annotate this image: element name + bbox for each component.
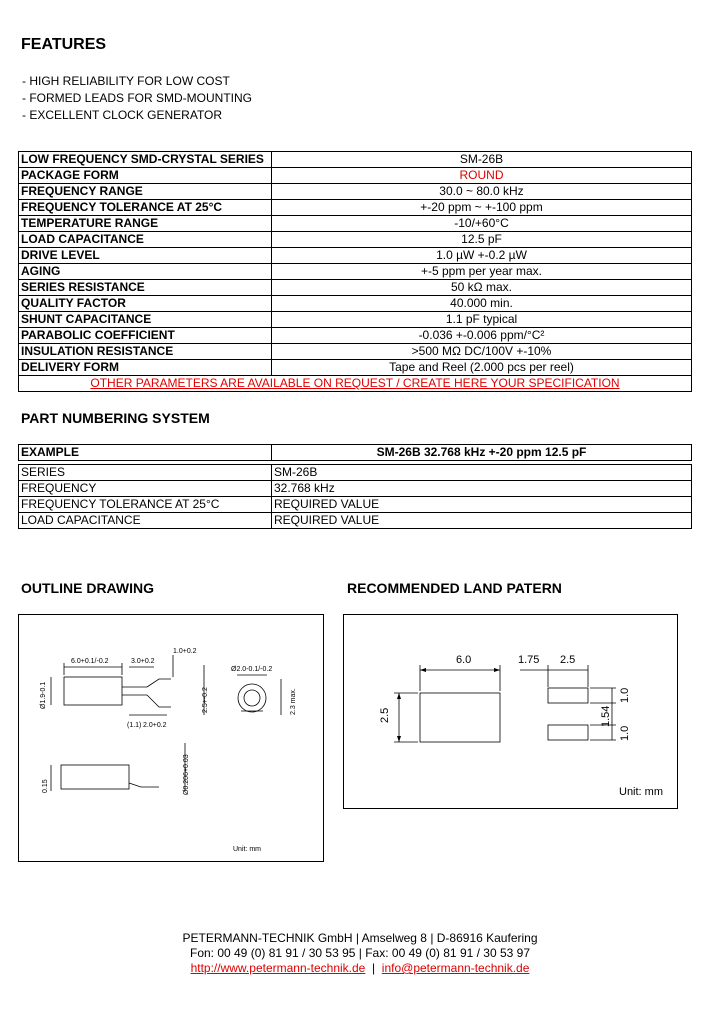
- spec-value[interactable]: ROUND: [272, 168, 692, 184]
- table-row: [19, 312, 692, 328]
- table-row: [19, 264, 692, 280]
- land-pattern-title: RECOMMENDED LAND PATERN: [347, 580, 562, 596]
- footer-separator: |: [365, 961, 382, 975]
- pn-label: FREQUENCY: [19, 481, 272, 497]
- dim-label: 1.0: [619, 725, 631, 741]
- table-row: [19, 280, 692, 296]
- table-row: [19, 376, 692, 392]
- dim-label: 2.3 max.: [290, 688, 297, 715]
- dim-label: 2.5: [379, 707, 391, 723]
- dim-label: 1.0: [619, 687, 631, 703]
- table-row: [19, 296, 692, 312]
- spec-value: -10/+60°C: [272, 216, 692, 232]
- spec-label: DRIVE LEVEL: [19, 248, 272, 264]
- table-row: [19, 200, 692, 216]
- part-numbering-title: PART NUMBERING SYSTEM: [21, 410, 210, 426]
- land-pattern-drawing: [344, 615, 677, 808]
- feature-item: - FORMED LEADS FOR SMD-MOUNTING: [22, 91, 252, 105]
- request-specification-link[interactable]: OTHER PARAMETERS ARE AVAILABLE ON REQUEST / CREATE HERE YOUR SPECIFICATION: [19, 376, 692, 392]
- dim-label: 6.0: [456, 654, 472, 666]
- feature-item: - EXCELLENT CLOCK GENERATOR: [22, 108, 223, 122]
- table-row: [19, 248, 692, 264]
- example-value: SM-26B 32.768 kHz +-20 ppm 12.5 pF: [272, 445, 692, 461]
- dim-label: 0.15: [42, 779, 49, 793]
- footer-phone: Fon: 00 49 (0) 81 91 / 30 53 95 | Fax: 00 49 (0) 81 91 / 30 53 97: [189, 946, 530, 960]
- spec-value: Tape and Reel (2.000 pcs per reel): [272, 360, 692, 376]
- footer: [0, 931, 720, 976]
- spec-value: 1.1 pF typical: [272, 312, 692, 328]
- spec-value: 1.0 µW +-0.2 µW: [272, 248, 692, 264]
- part-numbering-table: [18, 444, 692, 529]
- features-title: FEATURES: [21, 36, 107, 53]
- spec-value: >500 MΩ DC/100V +-10%: [272, 344, 692, 360]
- spec-value: SM-26B: [272, 152, 692, 168]
- features-list: [22, 73, 252, 124]
- website-link[interactable]: http://www.petermann-technik.de: [190, 961, 366, 975]
- table-row: [19, 465, 692, 481]
- pn-value: 32.768 kHz: [272, 481, 692, 497]
- dim-label: 1.54: [600, 705, 612, 727]
- table-row: [19, 360, 692, 376]
- spec-label: AGING: [19, 264, 272, 280]
- feature-item: - HIGH RELIABILITY FOR LOW COST: [22, 74, 230, 88]
- pn-label: SERIES: [19, 465, 272, 481]
- pn-label: FREQUENCY TOLERANCE AT 25°C: [19, 497, 272, 513]
- table-row: [19, 481, 692, 497]
- spec-label: TEMPERATURE RANGE: [19, 216, 272, 232]
- spec-value: 30.0 ~ 80.0 kHz: [272, 184, 692, 200]
- pn-value: REQUIRED VALUE: [272, 497, 692, 513]
- land-pattern-box: [343, 614, 678, 809]
- spec-label: DELIVERY FORM: [19, 360, 272, 376]
- dim-label: Ø1.9-0.1: [40, 681, 47, 709]
- example-label: EXAMPLE: [19, 445, 272, 461]
- spec-label: LOAD CAPACITANCE: [19, 232, 272, 248]
- unit-label: Unit: mm: [619, 786, 663, 798]
- dim-label: 3.0+0.2: [131, 658, 155, 665]
- dim-label: 1.75: [518, 654, 540, 666]
- table-row: [19, 328, 692, 344]
- dim-label: 1.0+0.2: [173, 648, 197, 655]
- dim-label: 2.5: [560, 654, 576, 666]
- dim-label: (1.1): [127, 722, 142, 729]
- dim-label: Ø2.0-0.1/-0.2: [231, 666, 273, 673]
- spec-value: +-5 ppm per year max.: [272, 264, 692, 280]
- table-row: [19, 184, 692, 200]
- spec-label: SHUNT CAPACITANCE: [19, 312, 272, 328]
- outline-drawing: [19, 615, 323, 861]
- table-row: [19, 232, 692, 248]
- email-link[interactable]: info@petermann-technik.de: [381, 961, 530, 975]
- spec-label: PACKAGE FORM: [19, 168, 272, 184]
- dim-label: 2.0+0.2: [143, 722, 167, 729]
- pn-label: LOAD CAPACITANCE: [19, 513, 272, 529]
- table-row: [19, 513, 692, 529]
- table-row: [19, 168, 692, 184]
- footer-links: [0, 961, 720, 976]
- table-row: [19, 445, 692, 461]
- table-row: [19, 216, 692, 232]
- spec-value: 12.5 pF: [272, 232, 692, 248]
- dim-label: 2.5+-0.2: [202, 687, 209, 713]
- spec-value: 50 kΩ max.: [272, 280, 692, 296]
- table-row: [19, 497, 692, 513]
- spec-label: LOW FREQUENCY SMD-CRYSTAL SERIES: [19, 152, 272, 168]
- table-row: [19, 152, 692, 168]
- spec-label: FREQUENCY RANGE: [19, 184, 272, 200]
- dim-label: 6.0+0.1/-0.2: [71, 658, 109, 665]
- spec-value: +-20 ppm ~ +-100 ppm: [272, 200, 692, 216]
- spec-label: FREQUENCY TOLERANCE AT 25°C: [19, 200, 272, 216]
- spec-value: 40.000 min.: [272, 296, 692, 312]
- table-row: [19, 344, 692, 360]
- outline-drawing-title: OUTLINE DRAWING: [21, 580, 154, 596]
- spec-label: INSULATION RESISTANCE: [19, 344, 272, 360]
- pn-value: SM-26B: [272, 465, 692, 481]
- spec-label: PARABOLIC COEFFICIENT: [19, 328, 272, 344]
- unit-label: Unit: mm: [233, 846, 261, 853]
- footer-address: PETERMANN-TECHNIK GmbH | Amselweg 8 | D-86916 Kaufering: [182, 931, 538, 945]
- spec-label: QUALITY FACTOR: [19, 296, 272, 312]
- spec-value: -0.036 +-0.006 ppm/°C²: [272, 328, 692, 344]
- spec-table: [18, 151, 692, 392]
- dim-label: Ø0.206+0.03: [183, 754, 190, 795]
- outline-drawing-box: [18, 614, 324, 862]
- pn-value: REQUIRED VALUE: [272, 513, 692, 529]
- spec-label: SERIES RESISTANCE: [19, 280, 272, 296]
